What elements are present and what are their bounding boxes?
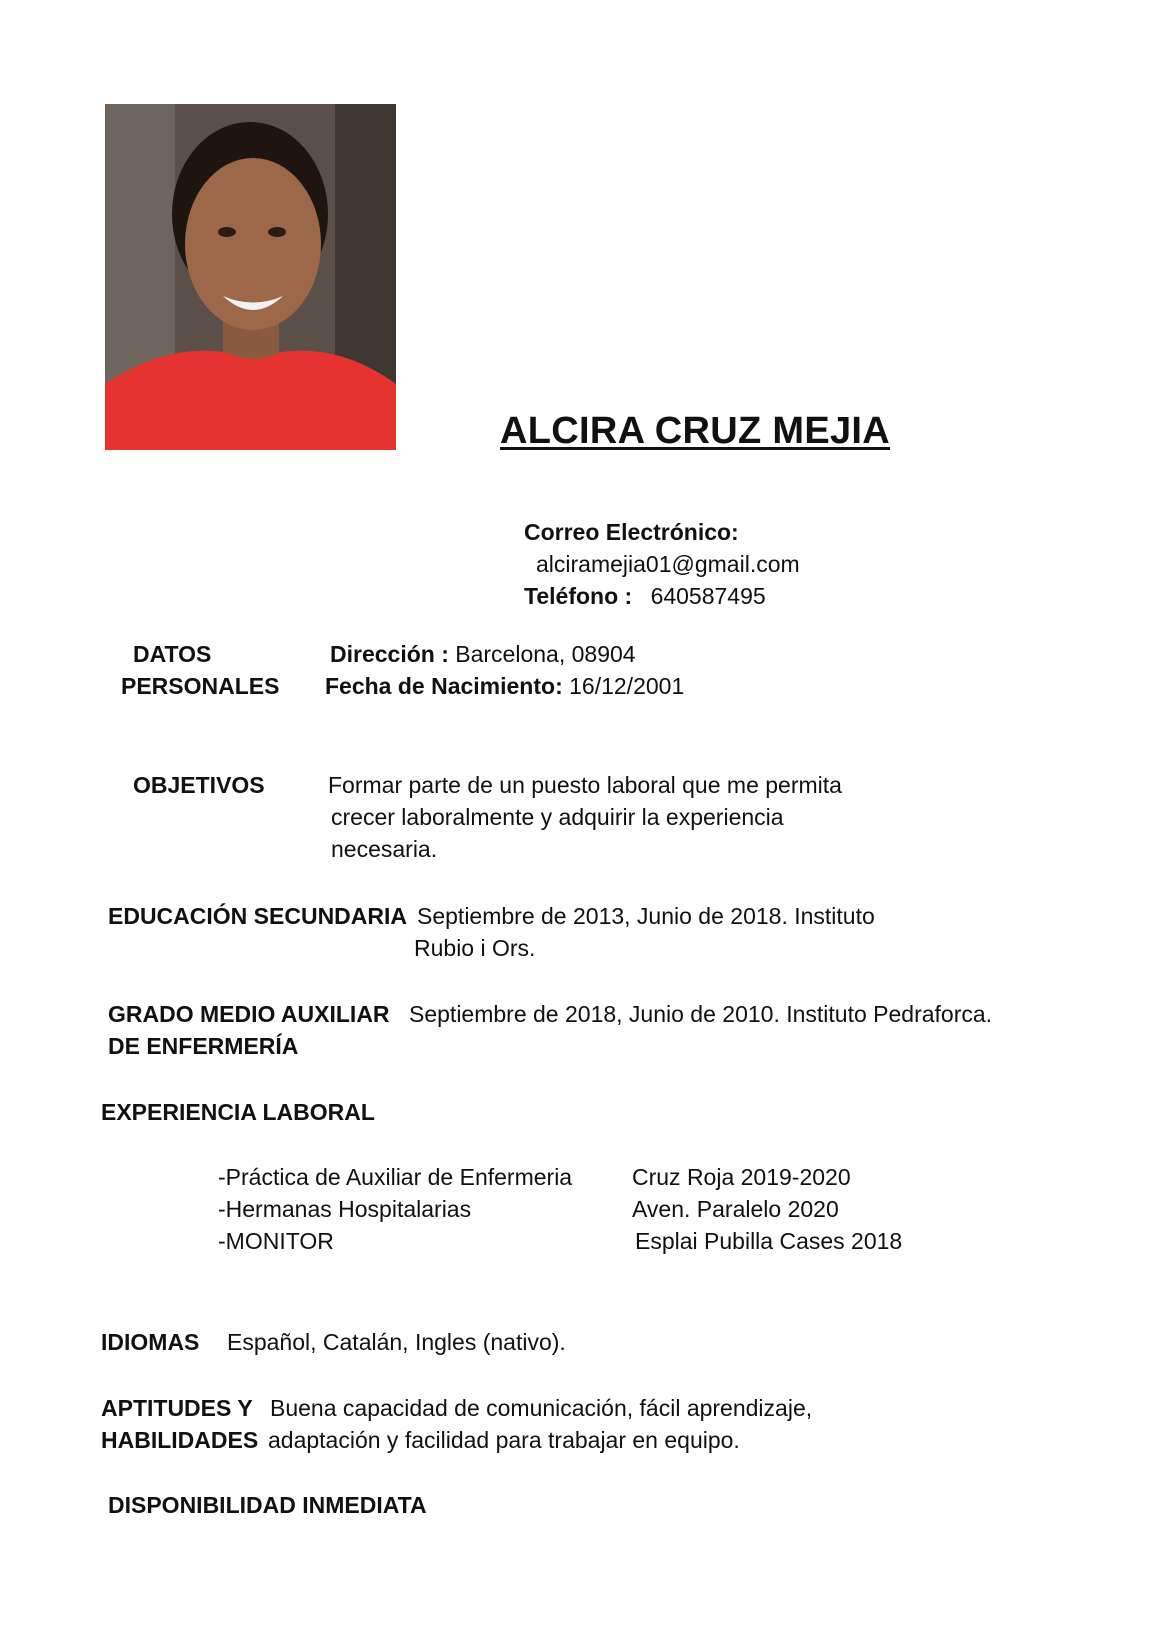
availability-text: DISPONIBILIDAD INMEDIATA [108, 1492, 427, 1518]
email-label: Correo Electrónico: [524, 519, 739, 545]
email-value: alciramejia01@gmail.com [536, 551, 800, 577]
personal-heading-line1: DATOS [133, 641, 212, 667]
experience-role: -MONITOR [218, 1228, 334, 1254]
birthdate-label: Fecha de Nacimiento: [325, 673, 563, 699]
objectives-line: Formar parte de un puesto laboral que me permita [328, 772, 842, 798]
experience-place: Aven. Paralelo 2020 [632, 1196, 839, 1222]
phone-line [524, 580, 766, 612]
address-label: Dirección : [330, 641, 449, 667]
degree-heading-line2: DE ENFERMERÍA [108, 1033, 299, 1059]
education-line: Septiembre de 2013, Junio de 2018. Instituto [417, 903, 875, 929]
objectives-line: crecer laboralmente y adquirir la experiencia [331, 804, 784, 830]
objectives-line: necesaria. [331, 836, 438, 862]
objectives-heading: OBJETIVOS [133, 772, 265, 798]
skills-heading-line2: HABILIDADES [101, 1427, 259, 1453]
languages-heading: IDIOMAS [101, 1329, 200, 1355]
skills-line: Buena capacidad de comunicación, fácil aprendizaje, [270, 1395, 813, 1421]
degree-text: Septiembre de 2018, Junio de 2010. Instituto Pedraforca. [409, 1001, 993, 1027]
phone-label: Teléfono : [524, 583, 633, 609]
skills-line: adaptación y facilidad para trabajar en equipo. [268, 1427, 740, 1453]
candidate-name: ALCIRA CRUZ MEJIA [500, 410, 891, 452]
phone-value: 640587495 [650, 583, 766, 609]
experience-place: Esplai Pubilla Cases 2018 [635, 1228, 903, 1254]
birthdate-value: 16/12/2001 [562, 673, 685, 699]
experience-role: -Práctica de Auxiliar de Enfermeria [218, 1164, 573, 1190]
address-line [330, 638, 636, 670]
address-value: Barcelona, 08904 [448, 641, 636, 667]
languages-text: Español, Catalán, Ingles (nativo). [227, 1329, 566, 1355]
skills-heading-line1: APTITUDES Y [101, 1395, 253, 1421]
degree-heading-line1: GRADO MEDIO AUXILIAR [108, 1001, 390, 1027]
birthdate-line [325, 670, 684, 702]
experience-place: Cruz Roja 2019-2020 [632, 1164, 851, 1190]
personal-heading-line2: PERSONALES [121, 673, 280, 699]
person-portrait-icon [105, 104, 396, 450]
experience-role: -Hermanas Hospitalarias [218, 1196, 472, 1222]
profile-photo [105, 104, 396, 450]
education-heading: EDUCACIÓN SECUNDARIA [108, 903, 408, 929]
education-line: Rubio i Ors. [414, 935, 536, 961]
experience-heading: EXPERIENCIA LABORAL [101, 1099, 375, 1125]
